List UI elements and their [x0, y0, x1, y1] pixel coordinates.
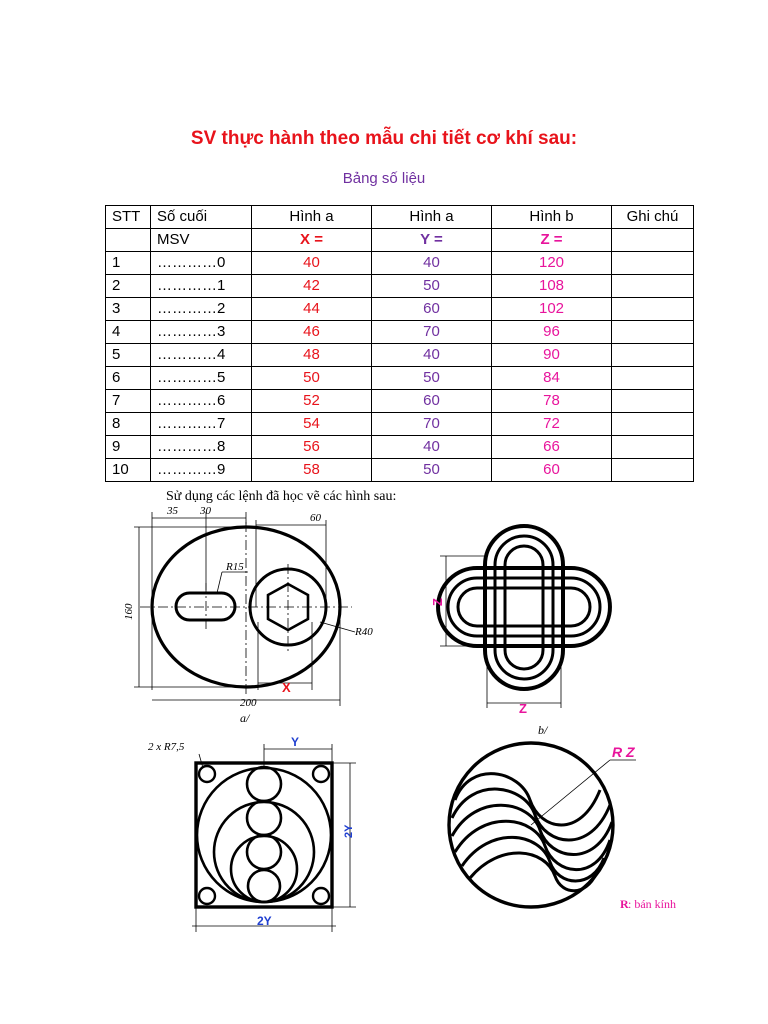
cell-msv: …………2 [151, 298, 252, 321]
cell-stt: 9 [106, 436, 151, 459]
cell-y: 40 [372, 252, 492, 275]
cell-x: 40 [252, 252, 372, 275]
label-r15: R15 [226, 561, 244, 573]
cell-stt: 2 [106, 275, 151, 298]
figure-a [123, 505, 373, 725]
cell-z: 66 [492, 436, 612, 459]
cell-stt: 6 [106, 367, 151, 390]
dimension-lines-a [134, 512, 355, 706]
label-x: X [282, 680, 291, 695]
cell-y: 60 [372, 298, 492, 321]
figure-d [449, 743, 676, 911]
cell-z: 60 [492, 459, 612, 482]
cell-stt: 3 [106, 298, 151, 321]
cell-x: 56 [252, 436, 372, 459]
cell-msv: …………1 [151, 275, 252, 298]
cell-z: 102 [492, 298, 612, 321]
cell-x: 52 [252, 390, 372, 413]
label-r40: R40 [355, 626, 373, 638]
page-title: SV thực hành theo mẫu chi tiết cơ khí sau: [190, 128, 578, 149]
header-stt: STT [106, 206, 151, 229]
dim-30: 30 [200, 505, 211, 517]
cell-z: 96 [492, 321, 612, 344]
cell-z: 120 [492, 252, 612, 275]
cell-z: 90 [492, 344, 612, 367]
cell-stt: 1 [106, 252, 151, 275]
instruction-text: Sử dụng các lệnh đã học vẽ các hình sau: [166, 489, 397, 504]
caption-a: a/ [240, 711, 250, 725]
header-hinh-a-x: Hình a [252, 206, 372, 229]
legend-r: R [620, 897, 629, 911]
label-2y-right: 2Y [343, 824, 355, 838]
cell-y: 50 [372, 459, 492, 482]
cell-msv: …………7 [151, 413, 252, 436]
dim-160: 160 [123, 603, 135, 620]
label-2y-bottom: 2Y [257, 914, 272, 928]
cell-z: 72 [492, 413, 612, 436]
figure-b [430, 526, 610, 737]
cell-msv: …………0 [151, 252, 252, 275]
header-ghi-chu: Ghi chú [612, 206, 694, 229]
dim-200: 200 [240, 697, 257, 709]
label-z-left: Z [430, 598, 445, 606]
center-lines-a [140, 522, 352, 694]
cell-stt: 5 [106, 344, 151, 367]
cell-x: 46 [252, 321, 372, 344]
label-r7-5: 2 x R7,5 [148, 741, 185, 753]
header-x: X = [252, 229, 372, 252]
cell-msv: …………9 [151, 459, 252, 482]
header-msv: MSV [151, 229, 252, 252]
cell-msv: …………6 [151, 390, 252, 413]
cell-z: 108 [492, 275, 612, 298]
cell-y: 40 [372, 436, 492, 459]
cell-stt: 7 [106, 390, 151, 413]
header-so-cuoi: Số cuối [151, 206, 252, 229]
knot-pattern [438, 526, 610, 689]
wave-curves [452, 774, 612, 891]
table-caption: Bảng số liệu [342, 170, 426, 187]
cell-stt: 4 [106, 321, 151, 344]
header-z: Z = [492, 229, 612, 252]
cell-msv: …………4 [151, 344, 252, 367]
cell-y: 50 [372, 367, 492, 390]
cell-stt: 8 [106, 413, 151, 436]
header-hinh-a-y: Hình a [372, 206, 492, 229]
cell-stt: 10 [106, 459, 151, 482]
cell-msv: …………5 [151, 367, 252, 390]
dim-35: 35 [167, 505, 178, 517]
label-y: Y [291, 735, 300, 749]
cell-msv: …………8 [151, 436, 252, 459]
label-rz-z: Z [626, 744, 635, 760]
cell-x: 42 [252, 275, 372, 298]
header-y: Y = [372, 229, 492, 252]
cell-x: 50 [252, 367, 372, 390]
legend-text: : bán kính [628, 897, 676, 911]
cell-z: 78 [492, 390, 612, 413]
cell-y: 60 [372, 390, 492, 413]
cell-y: 40 [372, 344, 492, 367]
cell-x: 54 [252, 413, 372, 436]
cell-x: 58 [252, 459, 372, 482]
cell-z: 84 [492, 367, 612, 390]
dim-60: 60 [310, 512, 321, 524]
inner-circles [214, 767, 314, 902]
slot-shape [176, 593, 235, 620]
label-z-bottom: Z [519, 701, 527, 716]
header-hinh-b: Hình b [492, 206, 612, 229]
cell-y: 70 [372, 321, 492, 344]
cell-x: 44 [252, 298, 372, 321]
figure-c [148, 735, 356, 932]
cell-y: 70 [372, 413, 492, 436]
caption-b: b/ [538, 723, 548, 737]
cell-x: 48 [252, 344, 372, 367]
label-rz-r: R [612, 744, 623, 760]
cell-y: 50 [372, 275, 492, 298]
cell-msv: …………3 [151, 321, 252, 344]
